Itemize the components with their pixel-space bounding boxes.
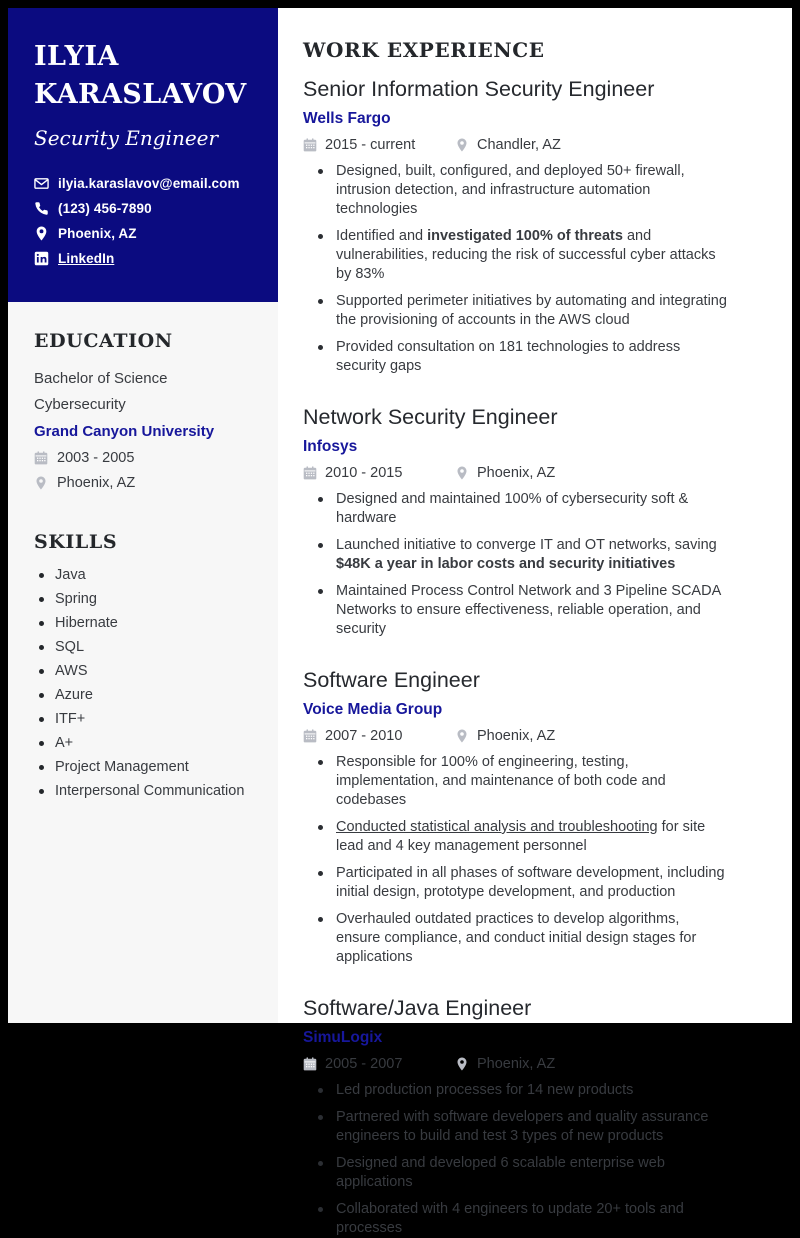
bullet-text: Conducted statistical analysis and troubleshooting bbox=[336, 819, 658, 835]
job-dates: 2010 - 2015 bbox=[325, 465, 403, 481]
education-section bbox=[34, 330, 262, 491]
bullet-item bbox=[303, 338, 727, 376]
contact-row bbox=[34, 251, 258, 266]
education-location-row bbox=[34, 475, 262, 491]
work-experience-heading: WORK EXPERIENCE bbox=[303, 38, 545, 62]
job-meta-row bbox=[303, 137, 758, 153]
company-name: Infosys bbox=[303, 438, 358, 455]
job-entry bbox=[303, 666, 758, 967]
bullet-item bbox=[303, 864, 727, 902]
education-school: Grand Canyon University bbox=[34, 423, 215, 440]
person-name bbox=[34, 38, 258, 114]
location-icon bbox=[455, 1057, 469, 1071]
identity-card bbox=[8, 8, 278, 302]
bullet-list bbox=[303, 162, 758, 376]
contact-row bbox=[34, 176, 258, 191]
linkedin-icon bbox=[34, 251, 49, 266]
calendar-icon bbox=[303, 729, 317, 743]
bullet-text: Participated in all phases of software development, including initial design, prototype development, and production bbox=[336, 865, 725, 900]
job-entry bbox=[303, 403, 758, 639]
skill-item: Hibernate bbox=[34, 615, 262, 631]
company-name: SimuLogix bbox=[303, 1029, 383, 1046]
bullet-text: Led production processes for 14 new products bbox=[336, 1082, 634, 1098]
contact-row bbox=[34, 226, 258, 241]
bullet-text: Designed and maintained 100% of cybersecurity soft & hardware bbox=[336, 491, 689, 526]
location-icon bbox=[455, 729, 469, 743]
education-field: Cybersecurity bbox=[34, 396, 126, 413]
bullet-item bbox=[303, 227, 727, 284]
bullet-item bbox=[303, 910, 727, 967]
contact-text: (123) 456-7890 bbox=[58, 201, 152, 216]
skill-item: AWS bbox=[34, 663, 262, 679]
job-location: Chandler, AZ bbox=[477, 137, 561, 153]
job-title: Software Engineer bbox=[303, 668, 480, 692]
sidebar-body bbox=[8, 302, 278, 799]
job-meta-row bbox=[303, 1056, 758, 1072]
bullet-text: Supported perimeter initiatives by automating and integrating the provisioning of accounts in the AWS cloud bbox=[336, 293, 727, 328]
bullet-list bbox=[303, 1081, 758, 1238]
job-meta-row bbox=[303, 728, 758, 744]
resume-sheet bbox=[8, 8, 792, 1236]
bullet-text: Designed and developed 6 scalable enterprise web applications bbox=[336, 1155, 665, 1190]
skill-item: A+ bbox=[34, 735, 262, 751]
job-title: Software/Java Engineer bbox=[303, 996, 532, 1020]
education-degree: Bachelor of Science bbox=[34, 370, 168, 387]
skills-heading: SKILLS bbox=[34, 531, 118, 553]
main-column bbox=[278, 8, 792, 1236]
job-dates: 2007 - 2010 bbox=[325, 728, 403, 744]
location-icon bbox=[455, 138, 469, 152]
job-location: Phoenix, AZ bbox=[477, 1056, 556, 1072]
education-dates-row bbox=[34, 450, 262, 466]
job-location: Phoenix, AZ bbox=[477, 465, 556, 481]
sidebar bbox=[8, 8, 278, 1023]
bullet-text: Provided consultation on 181 technologies to address security gaps bbox=[336, 339, 681, 374]
skills-section bbox=[34, 531, 262, 799]
bullet-text: Maintained Process Control Network and 3 Pipeline SCADA Networks to ensure effectiveness, reliable operation, and security bbox=[336, 583, 721, 637]
job-dates: 2015 - current bbox=[325, 137, 416, 153]
bullet-item bbox=[303, 753, 727, 810]
bullet-list bbox=[303, 753, 758, 967]
location-icon bbox=[455, 466, 469, 480]
bullet-text: Overhauled outdated practices to develop algorithms, ensure compliance, and conduct initial design stages for applications bbox=[336, 911, 697, 965]
skill-item: Java bbox=[34, 567, 262, 583]
contact-list bbox=[34, 176, 258, 266]
education-dates: 2003 - 2005 bbox=[57, 450, 135, 466]
skill-item: Azure bbox=[34, 687, 262, 703]
skill-item: Interpersonal Communication bbox=[34, 783, 262, 799]
skill-item: Spring bbox=[34, 591, 262, 607]
location-icon bbox=[34, 476, 48, 490]
company-name: Wells Fargo bbox=[303, 110, 391, 127]
job-title: Senior Information Security Engineer bbox=[303, 77, 655, 101]
bullet-text: for site lead and 4 key management personnel bbox=[336, 819, 706, 854]
bullet-item bbox=[303, 1154, 727, 1192]
bullet-item bbox=[303, 490, 727, 528]
bullet-text: $48K a year in labor costs and security initiatives bbox=[336, 556, 676, 572]
linkedin-link[interactable]: LinkedIn bbox=[58, 251, 115, 266]
bullet-item bbox=[303, 1081, 727, 1100]
calendar-icon bbox=[303, 466, 317, 480]
calendar-icon bbox=[34, 451, 48, 465]
job-entry bbox=[303, 994, 758, 1238]
job-entry bbox=[303, 75, 758, 376]
bullet-text: and vulnerabilities, reducing the risk of successful cyber attacks by 83% bbox=[336, 228, 716, 282]
bullet-list bbox=[303, 490, 758, 639]
skills-list bbox=[34, 567, 262, 799]
job-dates: 2005 - 2007 bbox=[325, 1056, 403, 1072]
skill-item: SQL bbox=[34, 639, 262, 655]
bullet-item bbox=[303, 162, 727, 219]
person-name-line2: KARASLAVOV bbox=[34, 79, 247, 110]
jobs-container bbox=[303, 75, 758, 1238]
email-icon bbox=[34, 176, 49, 191]
bullet-text: investigated 100% of threats bbox=[427, 228, 623, 244]
bullet-text: Partnered with software developers and quality assurance engineers to build and test 3 types of new products bbox=[336, 1109, 709, 1144]
person-name-line1: ILYIA bbox=[34, 41, 119, 72]
location-icon bbox=[34, 226, 49, 241]
calendar-icon bbox=[303, 138, 317, 152]
phone-icon bbox=[34, 201, 49, 216]
contact-row bbox=[34, 201, 258, 216]
education-heading: EDUCATION bbox=[34, 330, 173, 352]
bullet-item bbox=[303, 1108, 727, 1146]
bullet-item bbox=[303, 582, 727, 639]
contact-text: ilyia.karaslavov@email.com bbox=[58, 176, 240, 191]
bullet-item bbox=[303, 818, 727, 856]
education-location: Phoenix, AZ bbox=[57, 475, 136, 491]
bullet-item bbox=[303, 292, 727, 330]
job-meta-row bbox=[303, 465, 758, 481]
bullet-text: Designed, built, configured, and deployed 50+ firewall, intrusion detection, and infrastructure automation technologies bbox=[336, 163, 685, 217]
contact-text: Phoenix, AZ bbox=[58, 226, 137, 241]
bullet-text: Responsible for 100% of engineering, testing, implementation, and maintenance of both code and codebases bbox=[336, 754, 666, 808]
company-name: Voice Media Group bbox=[303, 701, 443, 718]
job-location: Phoenix, AZ bbox=[477, 728, 556, 744]
skill-item: Project Management bbox=[34, 759, 262, 775]
calendar-icon bbox=[303, 1057, 317, 1071]
bullet-text: Collaborated with 4 engineers to update 20+ tools and processes bbox=[336, 1201, 684, 1236]
bullet-text: Launched initiative to converge IT and OT networks, saving bbox=[336, 537, 717, 553]
skill-item: ITF+ bbox=[34, 711, 262, 727]
bullet-item bbox=[303, 1200, 727, 1238]
bullet-item bbox=[303, 536, 727, 574]
bullet-text: Identified and bbox=[336, 228, 428, 244]
job-title: Network Security Engineer bbox=[303, 405, 558, 429]
person-role: Security Engineer bbox=[34, 126, 219, 150]
